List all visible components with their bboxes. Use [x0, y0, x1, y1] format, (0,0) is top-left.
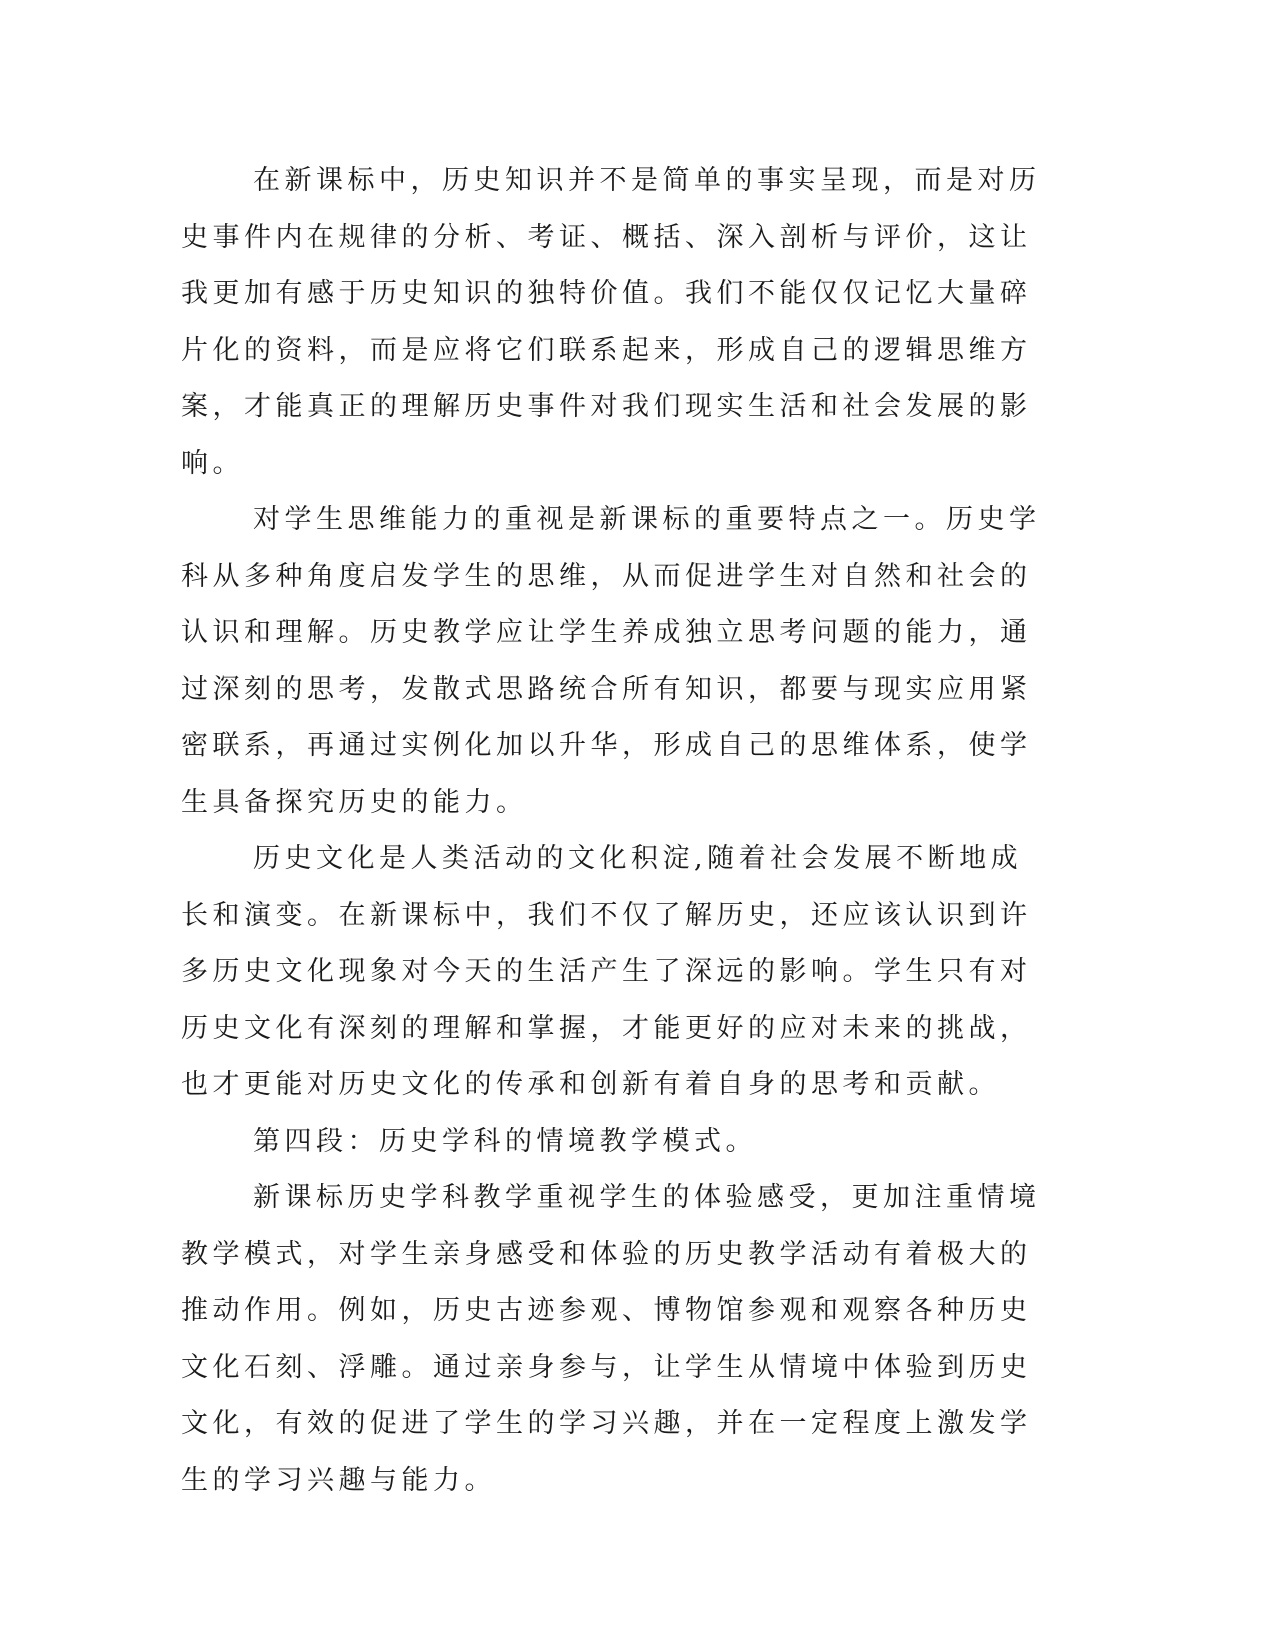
document-body [181, 153, 1051, 1509]
section-heading: 第四段：历史学科的情境教学模式。 [253, 1125, 757, 1157]
paragraph-thinking-ability: 对学生思维能力的重视是新课标的重要特点之一。历史学科从多种角度启发学生的思维，从而促进学生对自然和社会的认识和理解。历史教学应让学生养成独立思考问题的能力，通过深刻的思考，发散式思路统合所有知识，都要与现实应用紧密联系，再通过实例化加以升华，形成自己的思维体系，使学生具备探究历史的能力。 [181, 504, 1041, 818]
paragraph-history-knowledge: 在新课标中，历史知识并不是简单的事实呈现，而是对历史事件内在规律的分析、考证、概括、深入剖析与评价，这让我更加有感于历史知识的独特价值。我们不能仅仅记忆大量碎片化的资料，而是应将它们联系起来，形成自己的逻辑思维方案，才能真正的理解历史事件对我们现实生活和社会发展的影响。 [181, 165, 1041, 479]
paragraph-history-culture: 历史文化是人类活动的文化积淀,随着社会发展不断地成长和演变。在新课标中，我们不仅了解历史，还应该认识到许多历史文化现象对今天的生活产生了深远的影响。学生只有对历史文化有深刻的理解和掌握，才能更好的应对未来的挑战，也才更能对历史文化的传承和创新有着自身的思考和贡献。 [181, 843, 1032, 1100]
paragraph-situational-teaching: 新课标历史学科教学重视学生的体验感受，更加注重情境教学模式，对学生亲身感受和体验的历史教学活动有着极大的推动作用。例如，历史古迹参观、博物馆参观和观察各种历史文化石刻、浮雕。通过亲身参与，让学生从情境中体验到历史文化，有效的促进了学生的学习兴趣，并在一定程度上激发学生的学习兴趣与能力。 [181, 1182, 1041, 1496]
